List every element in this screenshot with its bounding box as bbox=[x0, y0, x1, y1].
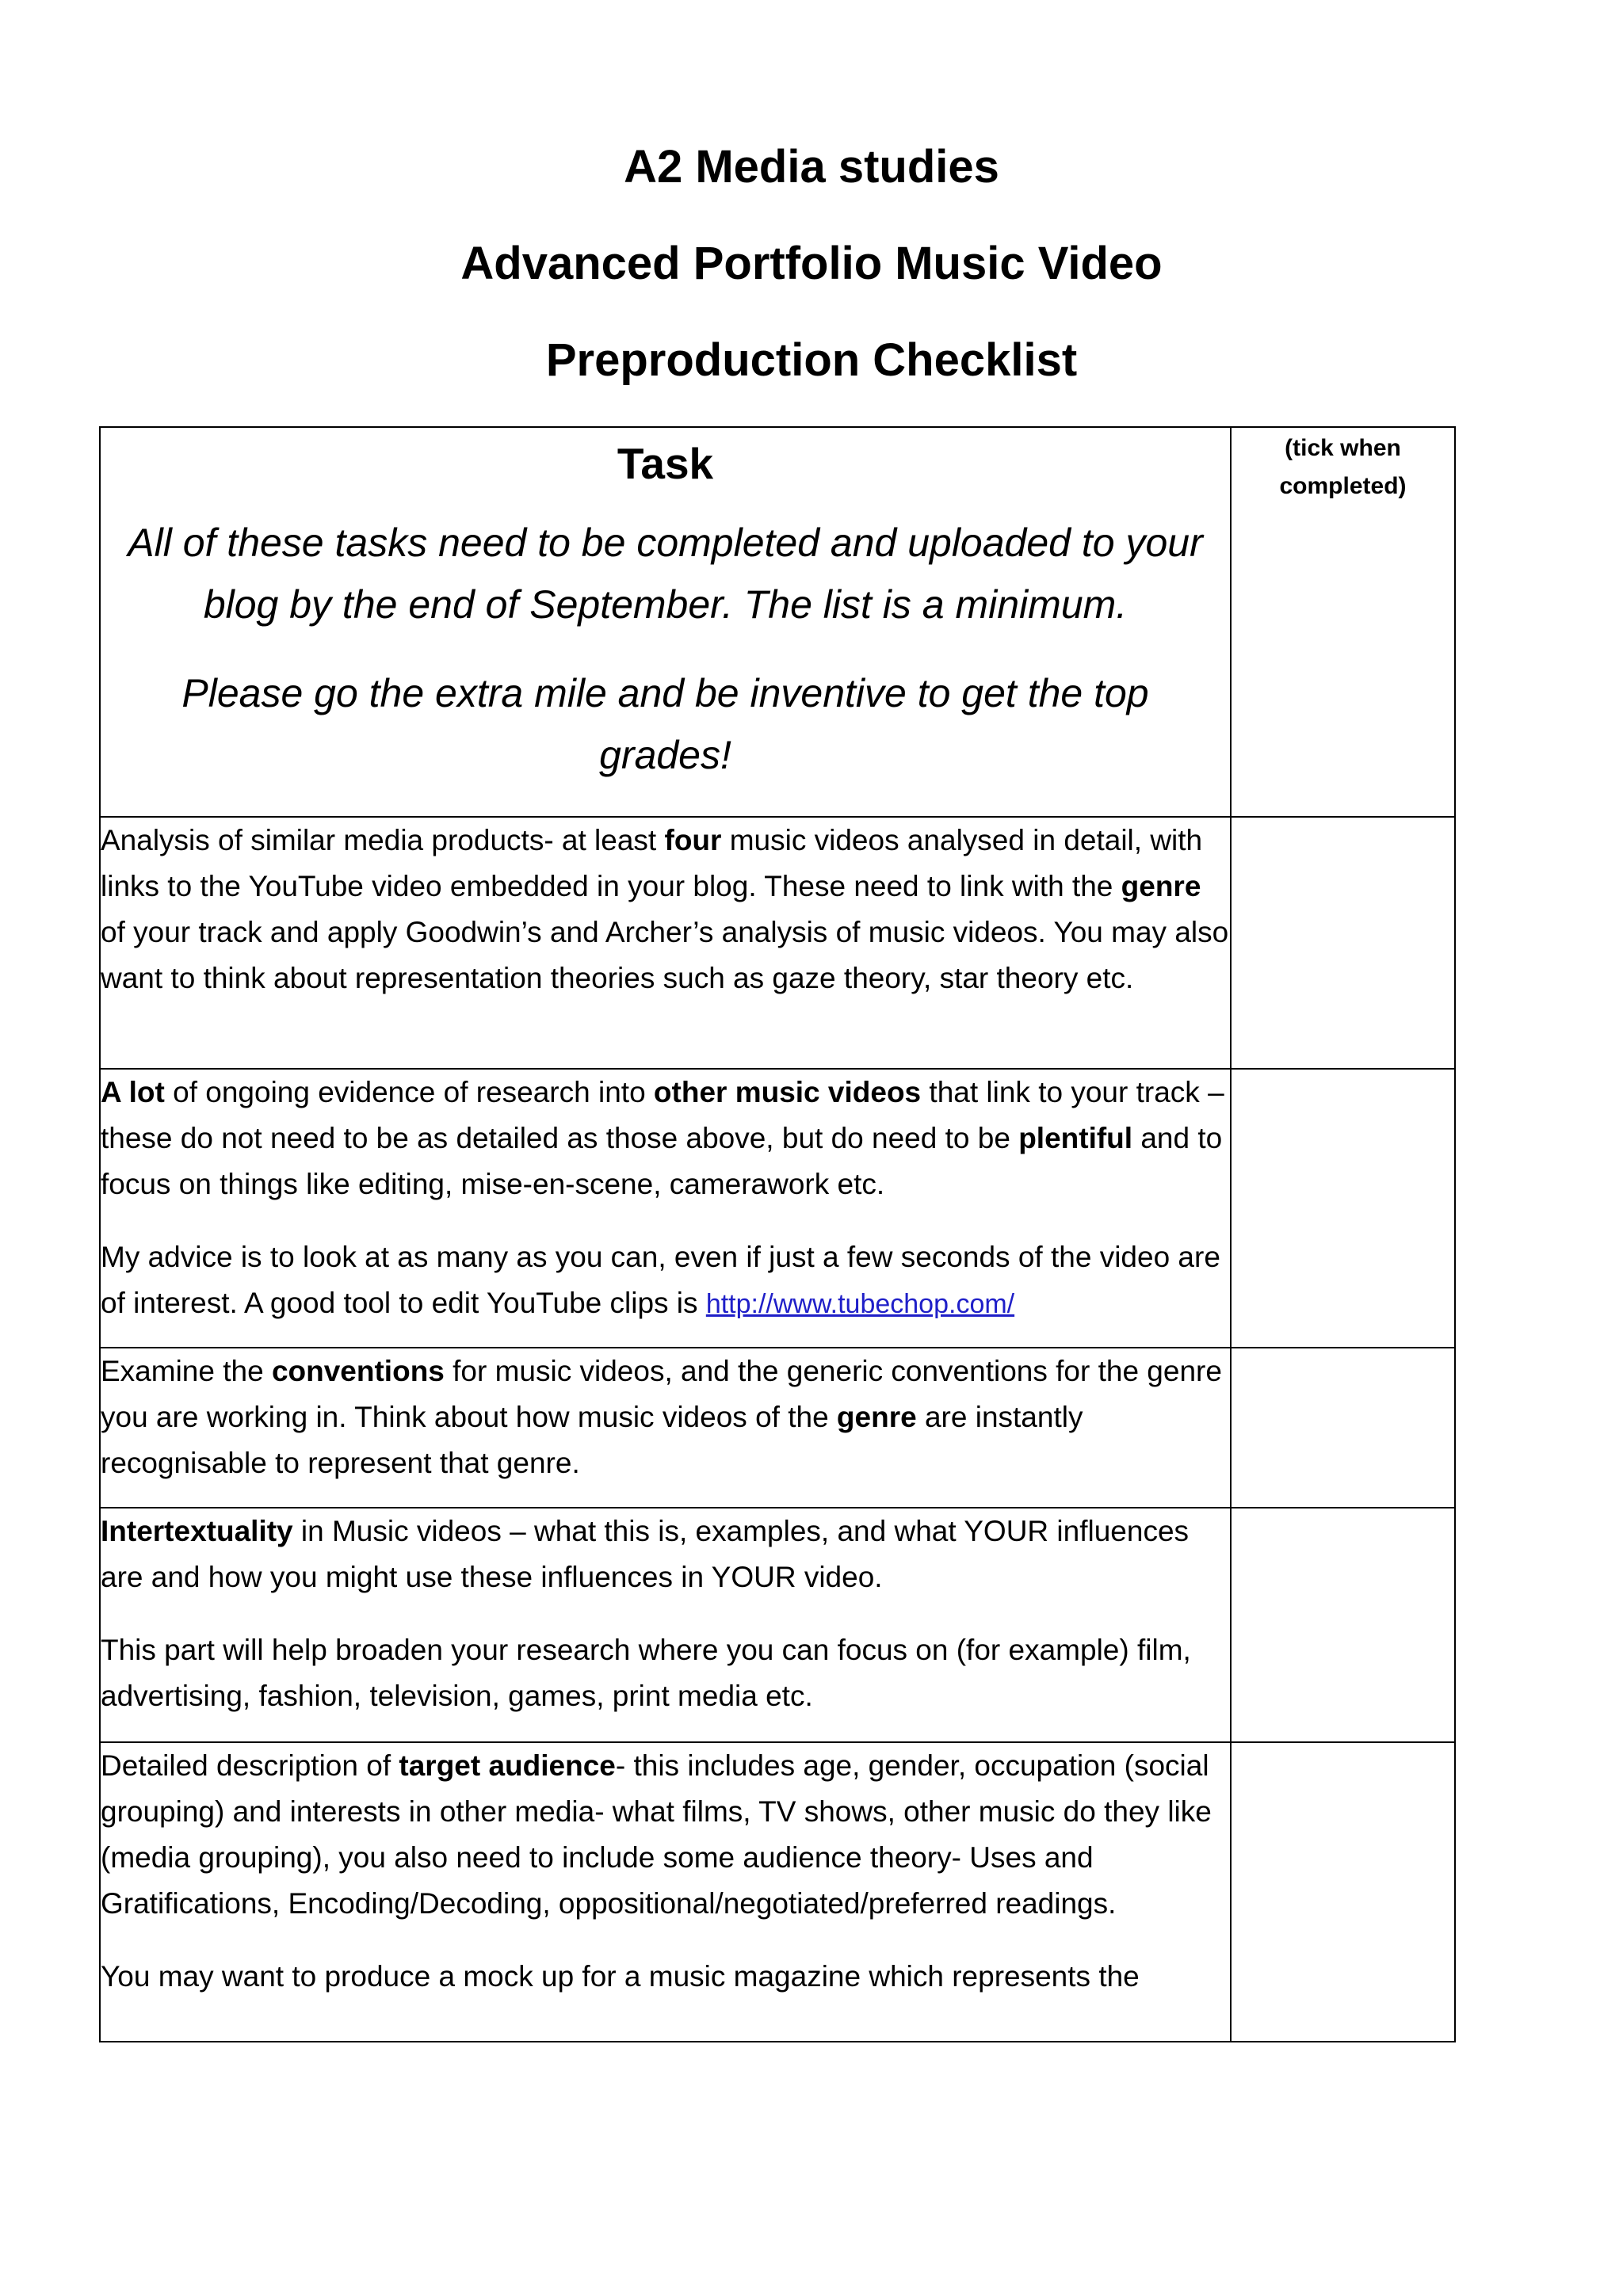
document-subtitle: Advanced Portfolio Music Video bbox=[460, 238, 1163, 289]
table-row bbox=[100, 817, 1455, 1069]
tick-cell[interactable] bbox=[1231, 1508, 1455, 1742]
task-text-mockup: You may want to produce a mock up for a music magazine which represents the bbox=[101, 1960, 1140, 1993]
task-text: Detailed description of target audience- this includes age, gender, occupation (social grouping) and interests in other media- what films, TV shows, other music do they like (media grouping), you also need to include some audience theory- Uses and Gratifications, Encoding/Decoding, oppositional/negotiated/preferred readings. bbox=[101, 1749, 1212, 1920]
task-text: A lot of ongoing evidence of research into other music videos that link to your track – these do not need to be as detailed as those above, but do need to be plentiful and to focus on things like editing, mise-en-scene, camerawork etc. bbox=[101, 1076, 1224, 1200]
tick-column-header: (tick when completed) bbox=[1279, 435, 1407, 499]
task-text-advice: My advice is to look at as many as you can, even if just a few seconds of the video are of interest. A good tool to edit YouTube clips is http://www.tubechop.com/ bbox=[101, 1241, 1220, 1319]
document-title: A2 Media studies bbox=[624, 141, 999, 193]
table-row bbox=[100, 1348, 1455, 1508]
task-header-cell bbox=[100, 427, 1231, 817]
task-text: Intertextuality in Music videos – what this is, examples, and what YOUR influences are and how you might use these influences in YOUR video. bbox=[101, 1515, 1190, 1593]
intro-text-deadline: All of these tasks need to be completed and uploaded to your blog by the end of September. The list is a minimum. bbox=[128, 521, 1203, 627]
tubechop-link[interactable]: http://www.tubechop.com/ bbox=[705, 1289, 1015, 1319]
task-cell-research bbox=[100, 1069, 1231, 1348]
table-row bbox=[100, 1508, 1455, 1742]
tick-cell[interactable] bbox=[1231, 1742, 1455, 2042]
task-text: Examine the conventions for music videos, and the generic conventions for the genre you are working in. Think about how music videos of the genre are instantly recognisable to represent that genre. bbox=[101, 1355, 1222, 1479]
task-column-header: Task bbox=[617, 439, 714, 488]
intro-text-extra-mile: Please go the extra mile and be inventive to get the top grades! bbox=[181, 671, 1149, 777]
tick-cell[interactable] bbox=[1231, 817, 1455, 1069]
tick-cell[interactable] bbox=[1231, 1069, 1455, 1348]
task-text: Analysis of similar media products- at least four music videos analysed in detail, with links to the YouTube video embedded in your blog. These need to link with the genre of your track and apply Goodwin’s and Archer’s analysis of music videos. You may also want to think about representation theories such as gaze theory, star theory etc. bbox=[101, 824, 1229, 994]
task-cell-target-audience bbox=[100, 1742, 1231, 2042]
tick-cell[interactable] bbox=[1231, 1348, 1455, 1508]
table-row bbox=[100, 1742, 1455, 2042]
tick-header-cell bbox=[1231, 427, 1455, 817]
checklist-heading: Preproduction Checklist bbox=[545, 334, 1078, 386]
table-row bbox=[100, 1069, 1455, 1348]
task-cell-conventions bbox=[100, 1348, 1231, 1508]
task-cell-analysis bbox=[100, 817, 1231, 1069]
table-header-row bbox=[100, 427, 1455, 817]
checklist-table bbox=[99, 426, 1456, 2042]
task-cell-intertextuality bbox=[100, 1508, 1231, 1742]
task-text-broaden: This part will help broaden your research where you can focus on (for example) film, advertising, fashion, television, games, print media etc. bbox=[101, 1634, 1191, 1712]
